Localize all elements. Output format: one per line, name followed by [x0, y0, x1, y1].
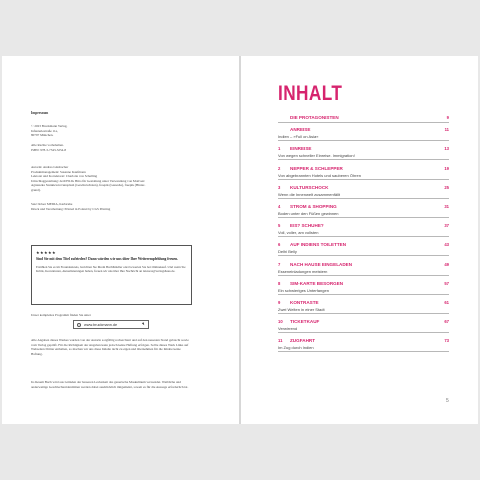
- credit-line: Lektorat und Korrektorat: Charlotte von Schelling: [31, 174, 98, 179]
- imprint-title: Impressum: [31, 111, 49, 115]
- toc-entry-page: 13: [444, 146, 449, 152]
- toc-entry-subtitle: Ein schwieriges Unterfangen: [278, 287, 329, 293]
- review-body: Erzählen Sie es im Freundeskreis, berichten Sie Ihrem Buchhändler oder bewerten Sie bei Onlinekauf. Und wenn Sie Kritik, Korrekturen, Aktualisierungen haben, freuen wir uns über Ihre Nachricht an lektorat@verlagshaus.de.: [36, 264, 186, 273]
- imprint-gender-note: [31, 380, 191, 389]
- toc-entry-number: 5: [278, 223, 281, 229]
- toc-entry-row: [278, 223, 449, 230]
- toc-entry-page: 43: [444, 242, 449, 248]
- toc-entry-title: KONTRASTE: [290, 299, 319, 305]
- toc-entry-number: 1: [278, 146, 281, 152]
- toc-entry[interactable]: [278, 203, 449, 218]
- toc-entry[interactable]: [278, 337, 449, 352]
- toc-entry-number: 9: [278, 299, 281, 305]
- toc-entry[interactable]: [278, 261, 449, 276]
- toc-entry-subtitle: Von abgebrannten Hotels und sauberen Öhren: [278, 172, 361, 178]
- credit-line: grund).: [31, 187, 41, 192]
- toc-entry-row: [278, 185, 449, 192]
- toc-entry-subtitle: Indien – »Full on Asia«: [278, 134, 319, 140]
- address-line: Infanteriestraße 11a,: [31, 128, 58, 133]
- toc-entry-page: 31: [444, 203, 449, 209]
- toc-entry-subtitle: Wenn die Innenwelt zusammenfällt: [278, 191, 340, 197]
- toc-entry-page: 9: [446, 115, 449, 120]
- toc-entry[interactable]: [278, 299, 449, 314]
- toc-entry-number: 4: [278, 203, 281, 209]
- review-heading: Sind Sie mit dem Titel zufrieden? Dann würden wir uns über Ihre Weiterempfehlung freuen.: [36, 257, 179, 261]
- toc-entry-number: 10: [278, 319, 283, 325]
- toc-entry-title: DIE PROTAGONISTEN: [290, 115, 339, 120]
- toc-entry-title: AUF INDIENS TOILETTEN: [290, 242, 347, 248]
- credit-line: Agnieszka Stankiewicz/unsplash (Gewürzschalen), freepik (Ganesha), freepik (Hinter-: [31, 183, 146, 188]
- toc-entry-title: TICKETKAUF: [290, 319, 320, 325]
- toc-entry[interactable]: [278, 165, 449, 180]
- toc-entry-row: [278, 127, 449, 134]
- toc-entry[interactable]: [278, 145, 449, 160]
- toc-entry-subtitle: Zwei Welten in einer Stadt: [278, 306, 325, 312]
- isbn-line: ISBN: 978-3-7343-3254-8: [31, 147, 67, 152]
- gender-note-text: In diesem Buch wird aus Gründen der besseren Lesbarkeit das generische Maskulinum verwendet. Weibliche und anderweitige Geschlechteridentitäten werden dabei ausdrücklich mitgemeint, soweit es für die Aussage erforderlich ist.: [31, 380, 189, 389]
- toc-entry-page: 57: [444, 280, 449, 286]
- credit-line: Umschlaggestaltung: derUHLIG Büro für Gestaltung unter Verwendung von Motiven:: [31, 178, 146, 183]
- toc-entry-title: EINREISE: [290, 146, 312, 152]
- toc-entry-row: [278, 204, 449, 211]
- credit-line: Autorin: Andrea Glasbacher: [31, 165, 69, 169]
- toc-entry-subtitle: Delhi Belly: [278, 249, 297, 255]
- toc-entry-row: [278, 338, 449, 345]
- toc-entry-page: 73: [444, 338, 449, 344]
- toc-entry-title: NEPPER & SCHLEPPER: [290, 165, 343, 171]
- toc-entry[interactable]: [278, 280, 449, 295]
- toc-entry[interactable]: [278, 184, 449, 199]
- toc-entry-number: 2: [278, 165, 281, 171]
- print-line: Druck und Verarbeitung: Printed in Poland by CGS Printing: [31, 206, 111, 211]
- website-url: www.bruckmann.de: [84, 322, 118, 327]
- toc-entry-subtitle: Im Zug durch Indien: [278, 345, 314, 351]
- toc-entry[interactable]: [278, 241, 449, 256]
- toc-entry-page: 37: [444, 223, 449, 229]
- toc-entry-row: [278, 300, 449, 307]
- toc-entry-title: ANREISE: [290, 127, 311, 133]
- imprint-credits: [31, 165, 191, 193]
- toc-entry-number: 7: [278, 261, 281, 267]
- toc-entry[interactable]: [278, 126, 449, 141]
- toc-entry-page: 61: [444, 299, 449, 305]
- toc-entry-subtitle: Esseneinladungen meistern: [278, 268, 328, 274]
- toc-entry-subtitle: Von wegen schneller Einreise. Immigration!: [278, 153, 355, 159]
- toc-entry-number: 11: [278, 338, 283, 344]
- toc-entry[interactable]: [278, 114, 449, 123]
- program-text: Unser komplettes Programm finden Sie unter: [31, 313, 91, 317]
- imprint-disclaimer: [31, 338, 191, 356]
- toc-entry-title: KULTURSCHOCK: [290, 184, 329, 190]
- toc-entry-row: [278, 319, 449, 326]
- table-of-contents: [278, 114, 449, 356]
- toc-entry-subtitle: Voll, voller, am vollsten: [278, 230, 319, 236]
- rights-line: Alle Rechte vorbehalten.: [31, 143, 64, 147]
- toc-entry-page: 25: [444, 184, 449, 190]
- toc-entry-title: NACH HAUSE EINGELADEN: [290, 261, 353, 267]
- imprint-address: [31, 124, 191, 138]
- rating-stars: ★★★★★: [36, 250, 56, 255]
- credit-line: Produktmanagement: Susanne Kaufmann: [31, 169, 86, 174]
- toc-entry-row: [278, 146, 449, 153]
- toc-entry-row: [278, 281, 449, 288]
- review-box: [31, 245, 192, 305]
- toc-entry-subtitle: Verwirrend: [278, 326, 298, 332]
- disclaimer-text: Alle Angaben dieses Werkes wurden von der Autorin sorgfältig recherchiert und auf den neuesten Stand gebracht sowie vom Verlag geprüft. Für die Richtigkeit der Angaben kann jedoch keine Haftung erfolgen. Sollte dieses Werk Links auf Webseiten Dritter enthalten, so machen wir uns diese Inhalte nicht zu eigen und übernehmen für die Inhalte keine Haftung.: [31, 338, 189, 356]
- globe-icon: [77, 323, 81, 327]
- imprint-rights: [31, 143, 191, 152]
- toc-entry-page: 11: [444, 127, 449, 133]
- toc-entry[interactable]: [278, 222, 449, 237]
- toc-entry-row: [278, 115, 449, 122]
- toc-entry-title: STROM & SHOPPING: [290, 203, 337, 209]
- toc-entry-number: 3: [278, 184, 281, 190]
- toc-entry-title: SIM-KARTE BESORGEN: [290, 280, 344, 286]
- imprint-print: [31, 202, 191, 211]
- address-line: 80797 München.: [31, 133, 54, 138]
- toc-entry-page: 67: [444, 319, 449, 325]
- print-line: Satz: Röser MEDIA, Karlsruhe: [31, 202, 73, 206]
- toc-entry-page: 49: [444, 261, 449, 267]
- toc-entry[interactable]: [278, 318, 449, 333]
- toc-entry-subtitle: Boden unter den Füßen gewinnen: [278, 210, 339, 216]
- page-number: 5: [446, 398, 449, 404]
- toc-entry-number: 6: [278, 242, 281, 248]
- address-line: © 2023 Bruckmann Verlag,: [31, 124, 68, 128]
- toc-entry-row: [278, 242, 449, 249]
- toc-entry-number: 8: [278, 280, 281, 286]
- toc-entry-page: 19: [444, 165, 449, 171]
- toc-entry-title: EIS? SCHUHE?: [290, 223, 324, 229]
- toc-entry-row: [278, 166, 449, 173]
- website-link[interactable]: [73, 320, 149, 329]
- toc-entry-row: [278, 262, 449, 269]
- toc-entry-title: ZUGFAHRT: [290, 338, 316, 344]
- contents-heading: INHALT: [278, 82, 343, 105]
